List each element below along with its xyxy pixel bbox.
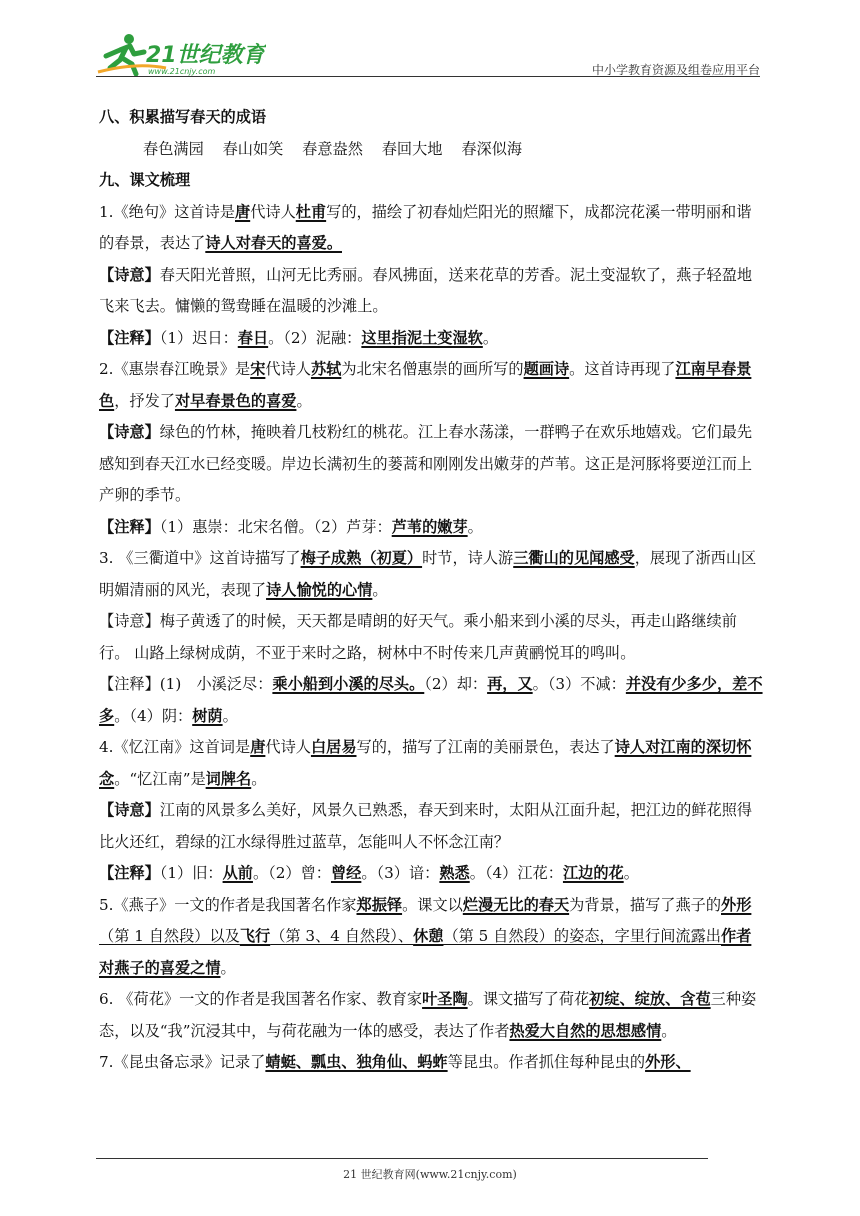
item-3-notes: 【注释】(1) 小溪泛尽：乘小船到小溪的尽头。（2）却：再，又。（3）不减：并没有少多少，差不多。（4）阴：树荫。 xyxy=(99,675,763,725)
item-1-notes: 【注释】（1）迟日：春日。（2）泥融：这里指泥土变湿软。 xyxy=(99,328,499,347)
item-3-poem-meaning: 【诗意】梅子黄透了的时候，天天都是晴朗的好天气。乘小船来到小溪的尽头，再走山路继续前行。 山路上绿树成荫，不亚于来时之路，树林中不时传来几声黄鹂悦耳的鸣叫。 xyxy=(99,612,737,662)
idiom: 春山如笑 xyxy=(222,139,284,158)
header-divider xyxy=(96,76,760,77)
item-5-text: 5.《燕子》一文的作者是我国著名作家郑振铎。课文以烂漫无比的春天为背景，描写了燕子的外形（第 1 自然段）以及飞行（第 3、4 自然段）、休憩（第 5 自然段）的姿态，字里行间流露出作者对燕子的喜爱之情。 xyxy=(99,895,752,977)
section-9-title: 九、课文梳理 xyxy=(99,171,191,189)
item-6-text: 6. 《荷花》一文的作者是我国著名作家、教育家叶圣陶。课文描写了荷花初绽、绽放、含苞三种姿态，以及“我”沉浸其中，与荷花融为一体的感受，表达了作者热爱大自然的思想感情。 xyxy=(99,990,757,1040)
item-2-poem-meaning: 【诗意】绿色的竹林，掩映着几枝粉红的桃花。江上春水荡漾，一群鸭子在欢乐地嬉戏。它们最先感知到春天江水已经变暖。岸边长满初生的蒌蒿和刚刚发出嫩芽的芦苇。这正是河豚将要逆江而上产卵的季节。 xyxy=(99,423,753,504)
svg-text:www.21cnjy.com: www.21cnjy.com xyxy=(148,67,216,76)
item-2-intro: 2.《惠崇春江晚景》是宋代诗人苏轼为北宋名僧惠崇的画所写的题画诗。这首诗再现了江南早春景色，抒发了对早春景色的喜爱。 xyxy=(99,360,752,410)
item-2-notes: 【注释】（1）惠崇：北宋名僧。（2）芦芽：芦苇的嫩芽。 xyxy=(99,517,483,536)
item-3-intro: 3. 《三衢道中》这首诗描写了梅子成熟（初夏）时节，诗人游三衢山的见闻感受，展现了浙西山区明媚清丽的风光，表现了诗人愉悦的心情。 xyxy=(99,549,757,599)
logo xyxy=(96,30,266,78)
idiom: 春意盎然 xyxy=(302,139,363,158)
item-7-text: 7.《昆虫备忘录》记录了蜻蜓、瓢虫、独角仙、蚂蚱等昆虫。作者抓住每种昆虫的外形、 xyxy=(99,1053,691,1071)
idiom: 春回大地 xyxy=(381,139,443,158)
page-footer: 21 世纪教育网(www.21cnjy.com) xyxy=(343,1168,517,1181)
svg-text:21世纪教育: 21世纪教育 xyxy=(146,43,265,68)
item-4-notes: 【注释】（1）旧：从前。（2）曾：曾经。（3）谙：熟悉。（4）江花：江边的花。 xyxy=(99,864,639,882)
item-1-poem-meaning: 【诗意】春天阳光普照，山河无比秀丽。春风拂面，送来花草的芳香。泥土变湿软了，燕子轻盈地飞来飞去。慵懒的鸳鸯睡在温暖的沙滩上。 xyxy=(99,265,753,315)
item-1-intro: 1.《绝句》这首诗是唐代诗人杜甫写的，描绘了初春灿烂阳光的照耀下，成都浣花溪一带明丽和谐的春景，表达了诗人对春天的喜爱。 xyxy=(99,202,752,252)
runner-logo-icon xyxy=(96,30,266,78)
section-8-title: 八、积累描写春天的成语 xyxy=(99,108,267,126)
item-4-poem-meaning: 【诗意】江南的风景多么美好，风景久已熟悉，春天到来时，太阳从江面升起，把江边的鲜花照得比火还红，碧绿的江水绿得胜过蓝草，怎能叫人不怀念江南？ xyxy=(99,801,753,851)
idiom: 春色满园 xyxy=(143,139,204,158)
idiom: 春深似海 xyxy=(461,139,523,158)
document-body xyxy=(99,102,763,1079)
footer-divider xyxy=(96,1158,708,1159)
idiom-list xyxy=(99,134,763,166)
page-header xyxy=(96,30,760,78)
item-4-intro: 4.《忆江南》这首词是唐代诗人白居易写的，描写了江南的美丽景色，表达了诗人对江南的深切怀念。“忆江南”是词牌名。 xyxy=(99,738,752,788)
platform-name: 中小学教育资源及组卷应用平台 xyxy=(591,63,760,77)
